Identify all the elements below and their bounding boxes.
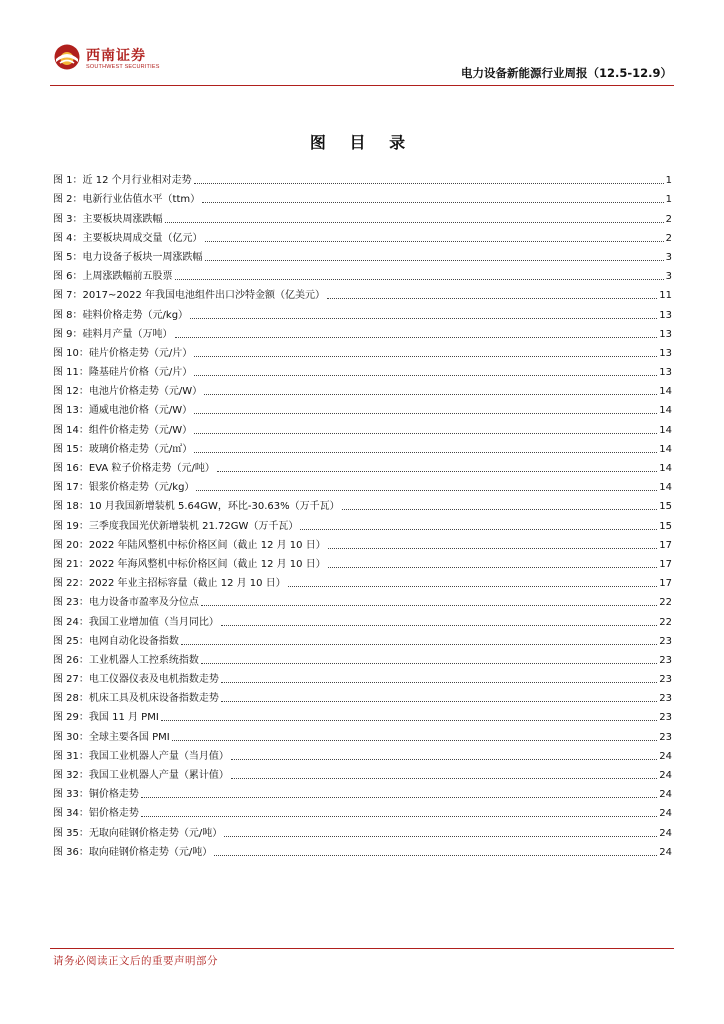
toc-page-number: 22 xyxy=(659,597,672,609)
footer-divider xyxy=(50,948,674,949)
toc-entry[interactable] xyxy=(53,302,672,321)
toc-dot-leader xyxy=(201,663,657,664)
toc-figure-title: 电力设备市盈率及分位点 xyxy=(88,597,199,609)
toc-figure-title: 隆基硅片价格（元/片） xyxy=(88,367,193,379)
figure-table-of-contents xyxy=(53,168,672,859)
toc-dot-leader xyxy=(328,567,658,568)
toc-figure-label: 图 15： xyxy=(53,443,89,455)
toc-figure-label: 图 11： xyxy=(53,367,89,379)
toc-entry[interactable] xyxy=(53,475,672,494)
toc-page-number: 15 xyxy=(659,520,672,532)
toc-figure-title: 铝价格走势 xyxy=(88,808,139,820)
toc-page-number: 14 xyxy=(659,443,672,455)
toc-figure-label: 图 6： xyxy=(53,271,83,283)
toc-figure-label: 图 36： xyxy=(53,846,89,858)
toc-dot-leader xyxy=(327,298,657,299)
toc-page-number: 11 xyxy=(659,290,672,302)
toc-page-number: 17 xyxy=(659,578,672,590)
toc-entry[interactable] xyxy=(53,417,672,436)
toc-dot-leader xyxy=(205,241,664,242)
report-title: 电力设备新能源行业周报（12.5-12.9） xyxy=(460,66,672,80)
toc-page-number: 17 xyxy=(659,558,672,570)
logo-chinese-name: 西南证券 xyxy=(86,48,146,64)
toc-figure-title: 工业机器人工控系统指数 xyxy=(88,654,199,666)
company-logo xyxy=(50,40,170,76)
toc-dot-leader xyxy=(194,413,657,414)
toc-entry[interactable] xyxy=(53,533,672,552)
header-divider xyxy=(50,85,674,86)
toc-page-number: 13 xyxy=(659,347,672,359)
toc-figure-label: 图 22： xyxy=(53,578,89,590)
toc-figure-label: 图 16： xyxy=(53,463,89,474)
toc-entry[interactable] xyxy=(53,245,672,264)
toc-dot-leader xyxy=(214,855,657,856)
toc-dot-leader xyxy=(194,452,657,453)
toc-page-number: 24 xyxy=(659,846,672,858)
toc-figure-label: 图 26： xyxy=(53,654,89,666)
logo-english-name: SOUTHWEST SECURITIES xyxy=(86,64,160,70)
toc-dot-leader xyxy=(342,509,658,510)
toc-figure-title: 我国工业机器人产量（当月值） xyxy=(88,750,229,762)
toc-figure-title: 银浆价格走势（元/kg） xyxy=(88,482,195,494)
toc-page-number: 13 xyxy=(659,328,672,340)
toc-figure-label: 图 33： xyxy=(53,789,89,801)
toc-figure-title: EVA 粒子价格走势（元/吨） xyxy=(88,463,215,474)
toc-page-number: 3 xyxy=(665,251,672,263)
toc-figure-title: 近 12 个月行业相对走势 xyxy=(82,175,192,187)
toc-figure-title: 组件价格走势（元/W） xyxy=(88,424,193,436)
toc-figure-label: 图 13： xyxy=(53,405,89,417)
toc-page-number: 24 xyxy=(659,789,672,801)
toc-page-number: 13 xyxy=(659,309,672,321)
toc-figure-title: 取向硅钢价格走势（元/吨） xyxy=(88,846,213,858)
toc-figure-label: 图 25： xyxy=(53,635,89,647)
toc-entry[interactable] xyxy=(53,571,672,590)
footer-disclaimer: 请务必阅读正文后的重要声明部分 xyxy=(53,955,218,967)
toc-page-number: 13 xyxy=(659,367,672,379)
toc-dot-leader xyxy=(205,260,664,261)
toc-figure-label: 图 34： xyxy=(53,808,89,820)
toc-figure-label: 图 7： xyxy=(53,290,83,302)
toc-page-number: 1 xyxy=(665,194,672,206)
toc-figure-title: 10 月我国新增装机 5.64GW，环比-30.63%（万千瓦） xyxy=(88,501,340,513)
toc-entry[interactable] xyxy=(53,187,672,206)
toc-figure-label: 图 3： xyxy=(53,213,83,225)
toc-entry[interactable] xyxy=(53,437,672,456)
toc-figure-title: 无取向硅钢价格走势（元/吨） xyxy=(88,827,223,839)
toc-figure-title: 硅片价格走势（元/片） xyxy=(88,347,193,359)
toc-entry[interactable] xyxy=(53,801,672,820)
toc-page-number: 14 xyxy=(659,405,672,417)
southwest-securities-logo-icon xyxy=(54,44,80,70)
toc-entry[interactable] xyxy=(53,360,672,379)
toc-figure-title: 电新行业估值水平（ttm） xyxy=(82,194,201,206)
toc-page-number: 23 xyxy=(659,654,672,666)
toc-entry[interactable] xyxy=(53,782,672,801)
toc-page-number: 2 xyxy=(665,232,672,244)
toc-dot-leader xyxy=(224,836,657,837)
toc-dot-leader xyxy=(231,759,657,760)
toc-page-number: 24 xyxy=(659,827,672,839)
toc-entry[interactable] xyxy=(53,494,672,513)
toc-figure-label: 图 10： xyxy=(53,347,89,359)
toc-dot-leader xyxy=(194,356,657,357)
toc-page-number: 24 xyxy=(659,770,672,781)
toc-dot-leader xyxy=(204,394,657,395)
toc-entry[interactable] xyxy=(53,456,672,475)
toc-entry[interactable] xyxy=(53,763,672,782)
toc-entry[interactable] xyxy=(53,283,672,302)
toc-entry[interactable] xyxy=(53,379,672,398)
toc-figure-title: 我国 11 月 PMI xyxy=(88,712,159,724)
toc-figure-title: 主要板块周成交量（亿元） xyxy=(82,232,203,244)
toc-figure-title: 电池片价格走势（元/W） xyxy=(88,386,203,398)
toc-figure-title: 机床工具及机床设备指数走势 xyxy=(88,693,219,705)
toc-figure-label: 图 18： xyxy=(53,501,89,513)
toc-title: 图 目 录 xyxy=(309,133,415,152)
toc-entry[interactable] xyxy=(53,724,672,743)
toc-figure-title: 三季度我国光伏新增装机 21.72GW（万千瓦） xyxy=(88,520,299,532)
toc-dot-leader xyxy=(181,644,657,645)
toc-figure-title: 2017~2022 年我国电池组件出口沙特金额（亿美元） xyxy=(82,290,326,302)
toc-entry[interactable] xyxy=(53,820,672,839)
toc-figure-label: 图 21： xyxy=(53,558,89,570)
toc-entry[interactable] xyxy=(53,513,672,532)
toc-entry[interactable] xyxy=(53,667,672,686)
toc-page-number: 24 xyxy=(659,808,672,820)
toc-figure-label: 图 19： xyxy=(53,520,89,532)
toc-page-number: 17 xyxy=(659,539,672,551)
toc-figure-title: 主要板块周涨跌幅 xyxy=(82,213,163,225)
toc-page-number: 1 xyxy=(665,175,672,187)
toc-figure-label: 图 28： xyxy=(53,693,89,705)
toc-figure-title: 硅料价格走势（元/kg） xyxy=(82,309,189,321)
toc-figure-title: 电力设备子板块一周涨跌幅 xyxy=(82,251,203,263)
toc-figure-title: 玻璃价格走势（元/㎡） xyxy=(88,443,193,455)
toc-entry[interactable] xyxy=(53,206,672,225)
toc-dot-leader xyxy=(300,529,657,530)
toc-page-number: 22 xyxy=(659,616,672,628)
toc-dot-leader xyxy=(141,797,657,798)
toc-dot-leader xyxy=(328,548,658,549)
toc-page-number: 23 xyxy=(659,635,672,647)
toc-entry[interactable] xyxy=(53,168,672,187)
toc-dot-leader xyxy=(161,720,657,721)
toc-entry[interactable] xyxy=(53,744,672,763)
toc-dot-leader xyxy=(175,279,664,280)
toc-figure-title: 通威电池价格（元/W） xyxy=(88,405,193,417)
toc-figure-label: 图 29： xyxy=(53,712,89,724)
toc-entry[interactable] xyxy=(53,609,672,628)
toc-dot-leader xyxy=(231,778,657,779)
toc-figure-title: 2022 年业主招标容量（截止 12 月 10 日） xyxy=(88,578,286,590)
toc-dot-leader xyxy=(165,222,664,223)
toc-dot-leader xyxy=(221,625,657,626)
toc-page-number: 14 xyxy=(659,463,672,474)
toc-figure-label: 图 12： xyxy=(53,386,89,398)
toc-dot-leader xyxy=(217,471,657,472)
toc-dot-leader xyxy=(190,318,657,319)
toc-entry[interactable] xyxy=(53,552,672,571)
toc-dot-leader xyxy=(172,740,658,741)
toc-entry[interactable] xyxy=(53,648,672,667)
toc-figure-label: 图 23： xyxy=(53,597,89,609)
toc-dot-leader xyxy=(141,816,657,817)
toc-page-number: 23 xyxy=(659,674,672,686)
toc-entry[interactable] xyxy=(53,629,672,648)
toc-entry[interactable] xyxy=(53,686,672,705)
toc-figure-title: 2022 年海风整机中标价格区间（截止 12 月 10 日） xyxy=(88,558,326,570)
toc-figure-label: 图 31： xyxy=(53,750,89,762)
toc-figure-title: 电工仪器仪表及电机指数走势 xyxy=(88,674,219,686)
toc-dot-leader xyxy=(175,337,658,338)
toc-page-number: 23 xyxy=(659,693,672,705)
toc-entry[interactable] xyxy=(53,264,672,283)
toc-entry[interactable] xyxy=(53,341,672,360)
toc-page-number: 14 xyxy=(659,386,672,398)
toc-figure-title: 铜价格走势 xyxy=(88,789,139,801)
toc-page-number: 2 xyxy=(665,213,672,225)
toc-entry[interactable] xyxy=(53,840,672,859)
toc-figure-label: 图 5： xyxy=(53,251,83,263)
toc-page-number: 24 xyxy=(659,750,672,762)
toc-figure-label: 图 20： xyxy=(53,539,89,551)
toc-dot-leader xyxy=(194,183,664,184)
toc-figure-title: 我国工业增加值（当月同比） xyxy=(88,616,219,628)
page-header xyxy=(50,40,674,84)
toc-page-number: 3 xyxy=(665,271,672,283)
toc-figure-title: 硅料月产量（万吨） xyxy=(82,328,173,340)
toc-entry[interactable] xyxy=(53,705,672,724)
toc-figure-title: 上周涨跌幅前五股票 xyxy=(82,271,173,283)
toc-figure-label: 图 30： xyxy=(53,731,89,743)
toc-dot-leader xyxy=(196,490,657,491)
toc-figure-label: 图 2： xyxy=(53,194,83,206)
toc-figure-label: 图 24： xyxy=(53,616,89,628)
toc-page-number: 14 xyxy=(659,482,672,494)
toc-dot-leader xyxy=(194,375,657,376)
toc-page-number: 15 xyxy=(659,501,672,513)
toc-entry[interactable] xyxy=(53,322,672,341)
toc-dot-leader xyxy=(221,682,657,683)
toc-figure-label: 图 1： xyxy=(53,175,83,187)
toc-figure-title: 2022 年陆风整机中标价格区间（截止 12 月 10 日） xyxy=(88,539,326,551)
toc-figure-label: 图 17： xyxy=(53,482,89,494)
toc-figure-title: 电网自动化设备指数 xyxy=(88,635,179,647)
toc-figure-label: 图 32： xyxy=(53,770,89,781)
toc-page-number: 14 xyxy=(659,424,672,436)
toc-figure-title: 全球主要各国 PMI xyxy=(88,731,170,743)
toc-entry[interactable] xyxy=(53,226,672,245)
toc-figure-label: 图 27： xyxy=(53,674,89,686)
toc-page-number: 23 xyxy=(659,731,672,743)
toc-dot-leader xyxy=(221,701,657,702)
toc-dot-leader xyxy=(201,605,657,606)
toc-page-number: 23 xyxy=(659,712,672,724)
toc-figure-label: 图 4： xyxy=(53,232,83,244)
toc-figure-label: 图 35： xyxy=(53,827,89,839)
toc-figure-label: 图 8： xyxy=(53,309,83,321)
toc-dot-leader xyxy=(288,586,658,587)
toc-figure-label: 图 9： xyxy=(53,328,83,340)
toc-figure-title: 我国工业机器人产量（累计值） xyxy=(88,770,229,781)
toc-entry[interactable] xyxy=(53,590,672,609)
toc-figure-label: 图 14： xyxy=(53,424,89,436)
toc-dot-leader xyxy=(194,433,657,434)
toc-entry[interactable] xyxy=(53,398,672,417)
toc-dot-leader xyxy=(202,202,663,203)
